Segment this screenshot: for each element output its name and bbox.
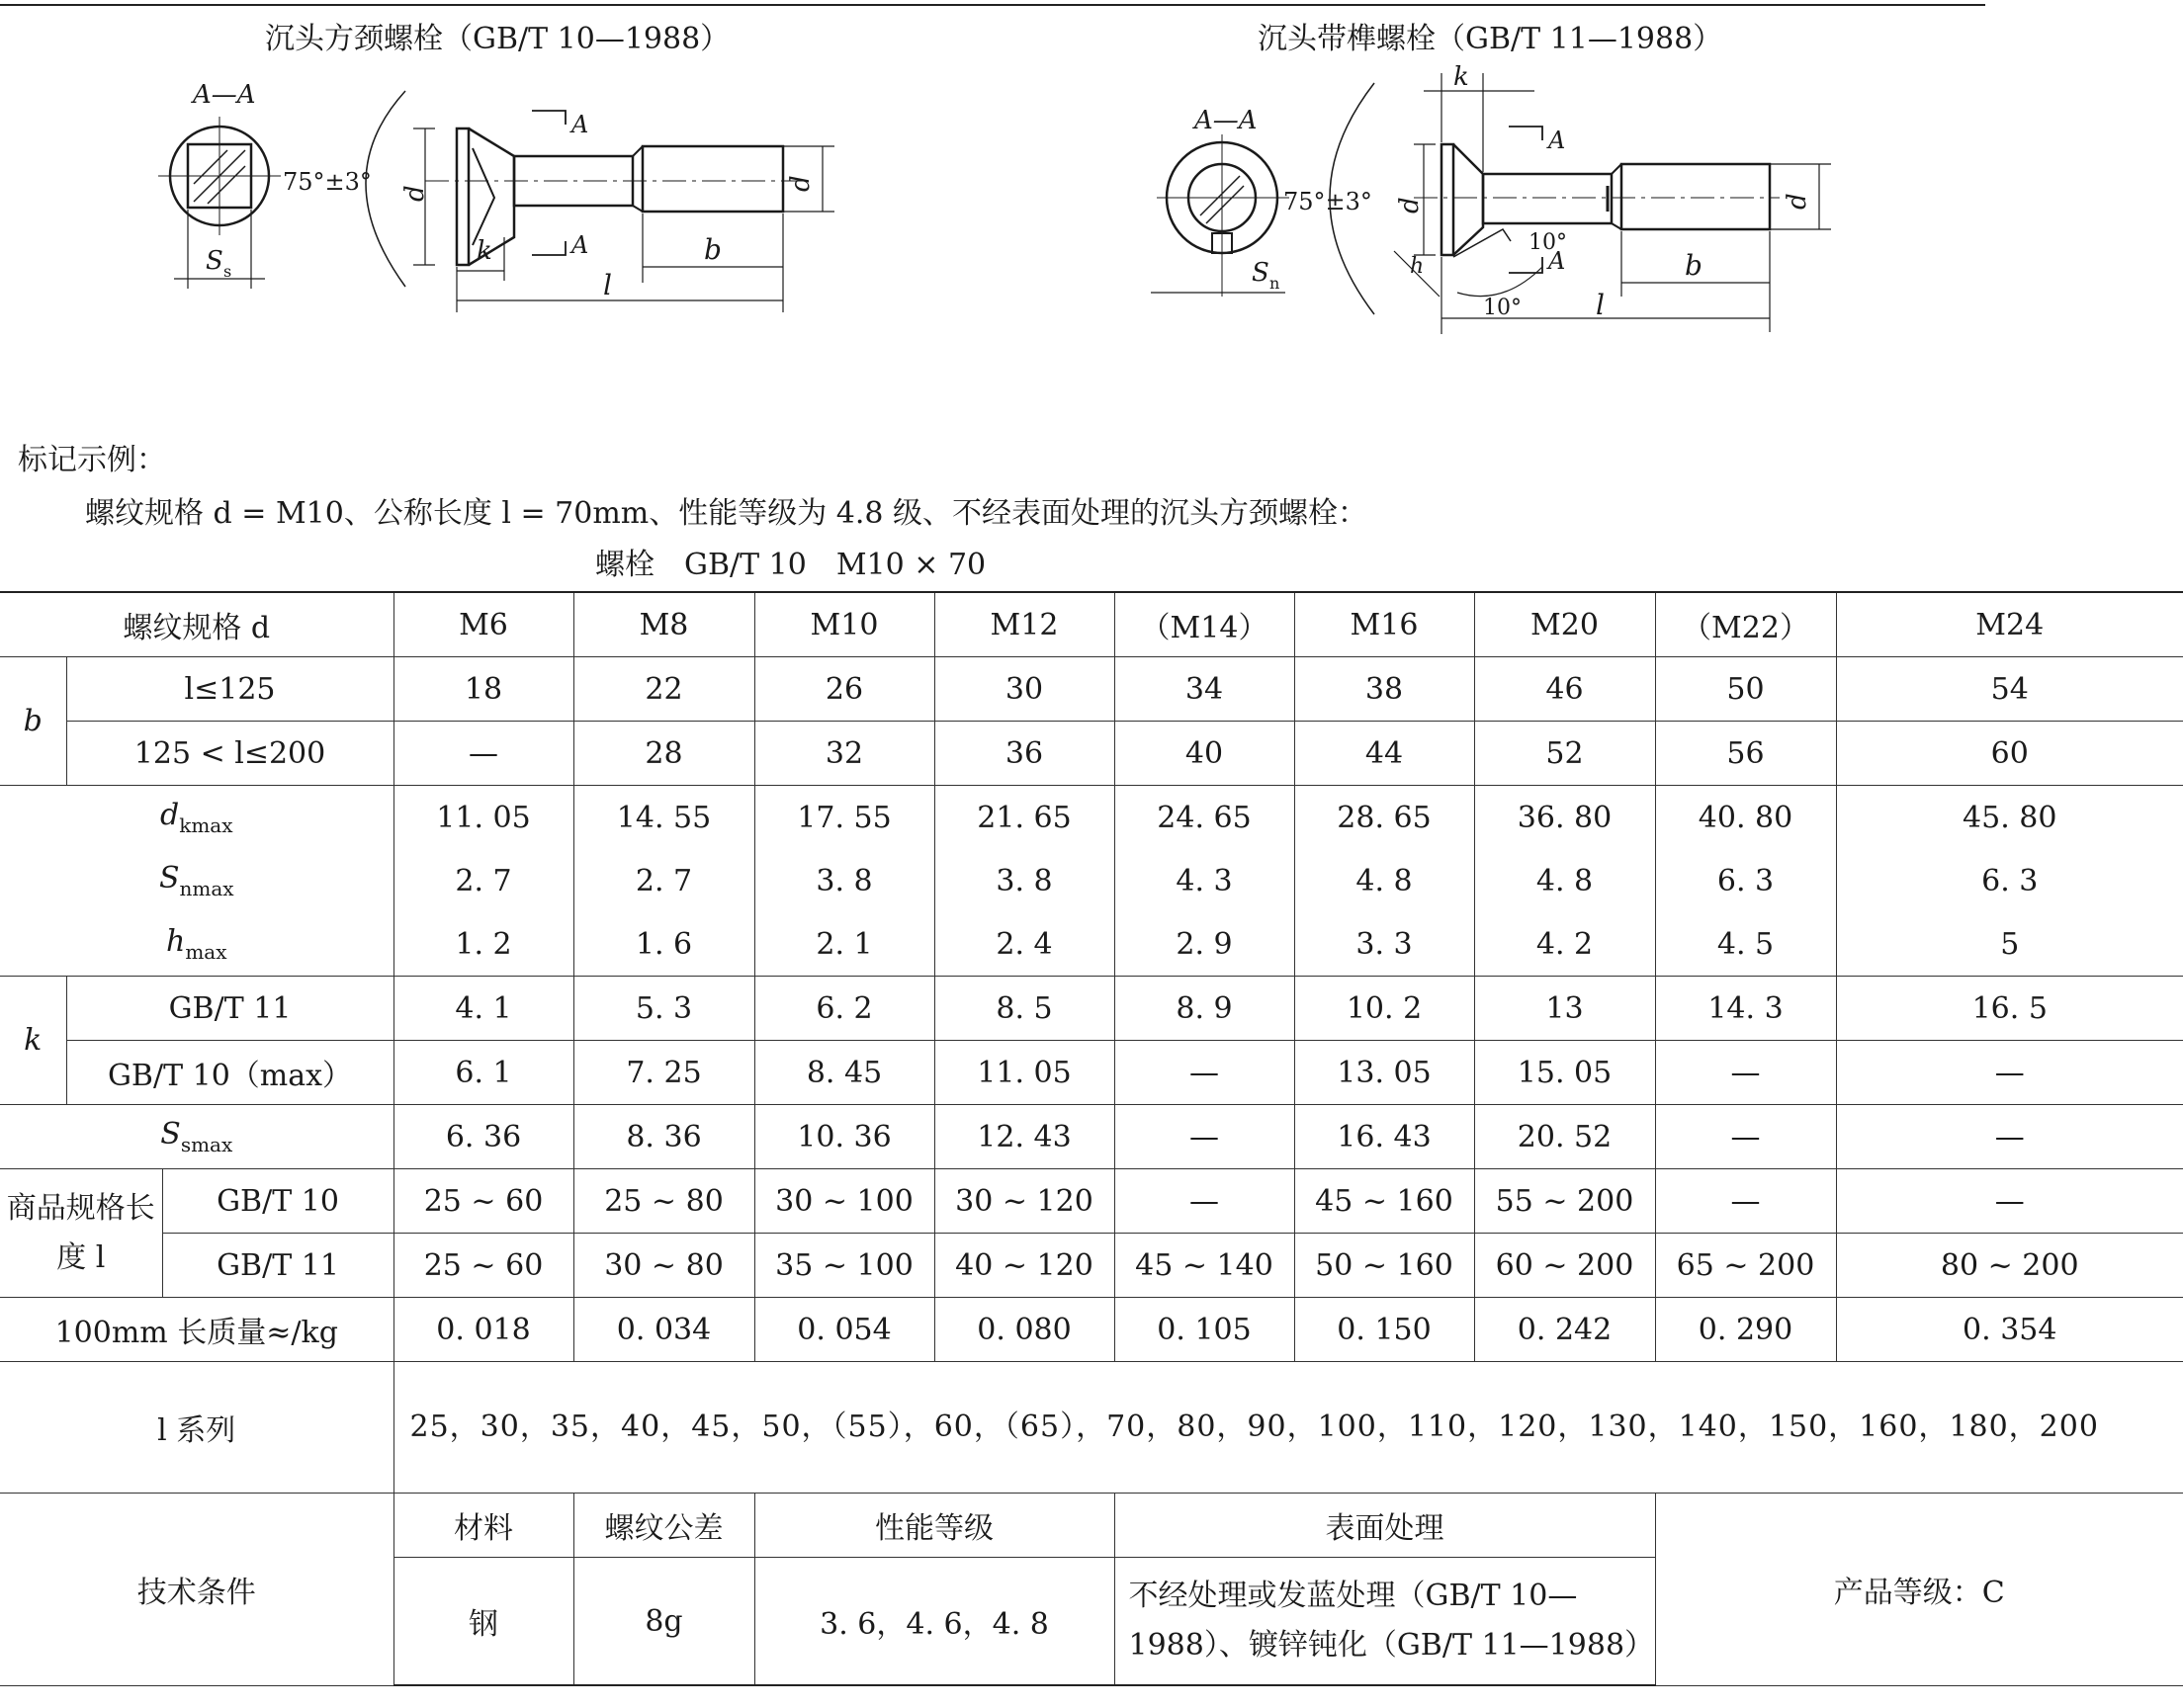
size-cell: M20 <box>1474 592 1655 657</box>
table-cell: 14. 3 <box>1655 977 1836 1041</box>
tech-label: 技术条件 <box>0 1494 393 1686</box>
table-cell: 30 ~ 120 <box>934 1169 1114 1234</box>
table-cell: 55 ~ 200 <box>1474 1169 1655 1234</box>
table-cell: 40 <box>1114 722 1294 786</box>
table-cell: 5. 3 <box>573 977 754 1041</box>
b-row-2 <box>0 722 2183 786</box>
size-cell: M6 <box>393 592 573 657</box>
table-cell: 22 <box>573 657 754 722</box>
ss-row <box>0 1105 2183 1169</box>
table-cell: 44 <box>1294 722 1474 786</box>
size-cell: M12 <box>934 592 1114 657</box>
table-cell: 25 ~ 60 <box>393 1169 573 1234</box>
table-cell: 34 <box>1114 657 1294 722</box>
tech-value: 3. 6，4. 6，4. 8 <box>754 1558 1114 1686</box>
table-cell: 2. 7 <box>393 849 573 912</box>
length-label: 商品规格长度 l <box>0 1169 162 1298</box>
b-row-1 <box>0 657 2183 722</box>
table-cell: 0. 105 <box>1114 1298 1294 1362</box>
table-cell: 0. 080 <box>934 1298 1114 1362</box>
gbt10-s-label: S <box>206 246 223 276</box>
table-cell: 3. 8 <box>754 849 934 912</box>
length-row-1-label: GB/T 10 <box>162 1169 393 1234</box>
header-label: 螺纹规格 d <box>0 592 393 657</box>
table-cell: 4. 8 <box>1294 849 1474 912</box>
svg-text:A: A <box>571 111 589 138</box>
table-cell: 26 <box>754 657 934 722</box>
table-cell: 60 ~ 200 <box>1474 1234 1655 1298</box>
table-cell: 3. 3 <box>1294 912 1474 977</box>
table-cell: 21. 65 <box>934 786 1114 850</box>
table-cell: 16. 5 <box>1836 977 2183 1041</box>
marking-example-code: 螺栓 GB/T 10 M10 × 70 <box>595 548 987 582</box>
k-row-1-label: GB/T 11 <box>66 977 393 1041</box>
table-cell: 2. 4 <box>934 912 1114 977</box>
table-cell: — <box>1114 1041 1294 1105</box>
table-cell: 56 <box>1655 722 1836 786</box>
table-cell: 0. 242 <box>1474 1298 1655 1362</box>
gbt11-h-label: h <box>1410 254 1425 279</box>
table-cell: 36. 80 <box>1474 786 1655 850</box>
table-cell: 16. 43 <box>1294 1105 1474 1169</box>
table-cell: 12. 43 <box>934 1105 1114 1169</box>
marking-example-text: 螺纹规格 d = M10、公称长度 l = 70mm、性能等级为 4.8 级、不经表面处理的沉头方颈螺栓： <box>85 496 1368 531</box>
gbt11-l-label: l <box>1596 289 1605 321</box>
gbt10-section-label: A—A <box>193 80 256 110</box>
svg-text:A: A <box>1548 127 1566 154</box>
table-cell: 3. 8 <box>934 849 1114 912</box>
tech-header: 螺纹公差 <box>573 1494 754 1558</box>
table-cell: 1. 2 <box>393 912 573 977</box>
tech-header-row <box>0 1494 2183 1558</box>
gbt11-k-label: k <box>1453 62 1469 92</box>
table-cell: 30 ~ 80 <box>573 1234 754 1298</box>
gbt10-section-view <box>158 80 281 289</box>
table-cell: 8. 5 <box>934 977 1114 1041</box>
k-row-2 <box>0 1041 2183 1105</box>
table-cell: 13 <box>1474 977 1655 1041</box>
length-row-2-label: GB/T 11 <box>162 1234 393 1298</box>
mass-label: 100mm 长质量≈/kg <box>0 1298 393 1362</box>
gbt10-b-label: b <box>704 233 722 266</box>
table-cell: 18 <box>393 657 573 722</box>
figure-title-gbt10: 沉头方颈螺栓（GB/T 10—1988） <box>265 22 731 56</box>
table-cell: 28 <box>573 722 754 786</box>
tech-header: 性能等级 <box>754 1494 1114 1558</box>
table-cell: 0. 034 <box>573 1298 754 1362</box>
table-cell: — <box>393 722 573 786</box>
table-cell: — <box>1836 1041 2183 1105</box>
bolt-drawings <box>0 0 1985 376</box>
tech-value: 钢 <box>393 1558 573 1686</box>
gbt11-b-label: b <box>1685 249 1703 282</box>
table-cell: 0. 018 <box>393 1298 573 1362</box>
k-label: k <box>0 977 66 1105</box>
table-cell: 20. 52 <box>1474 1105 1655 1169</box>
gbt10-l-label: l <box>603 269 612 301</box>
ss-label: $S_{smax}$ <box>0 1105 393 1169</box>
size-cell: M8 <box>573 592 754 657</box>
table-cell: 6. 3 <box>1655 849 1836 912</box>
table-cell: 52 <box>1474 722 1655 786</box>
dk-row <box>0 786 2183 850</box>
table-cell: 50 <box>1655 657 1836 722</box>
table-cell: — <box>1655 1169 1836 1234</box>
size-cell: M24 <box>1836 592 2183 657</box>
table-cell: 2. 1 <box>754 912 934 977</box>
table-cell: 30 <box>934 657 1114 722</box>
sn-label: $S_{nmax}$ <box>0 849 393 912</box>
table-cell: 54 <box>1836 657 2183 722</box>
table-cell: 80 ~ 200 <box>1836 1234 2183 1298</box>
table-cell: 45 ~ 160 <box>1294 1169 1474 1234</box>
marking-example-label: 标记示例： <box>18 443 166 477</box>
table-cell: 40 ~ 120 <box>934 1234 1114 1298</box>
table-cell: 13. 05 <box>1294 1041 1474 1105</box>
h-label: $h_{max}$ <box>0 912 393 977</box>
table-cell: 6. 3 <box>1836 849 2183 912</box>
table-cell: 8. 9 <box>1114 977 1294 1041</box>
b-label: b <box>0 657 66 786</box>
table-cell: 2. 7 <box>573 849 754 912</box>
table-cell: — <box>1836 1169 2183 1234</box>
length-row-1 <box>0 1169 2183 1234</box>
table-cell: 8. 45 <box>754 1041 934 1105</box>
header-row <box>0 592 2183 657</box>
table-cell: 46 <box>1474 657 1655 722</box>
table-cell: — <box>1114 1169 1294 1234</box>
size-cell: M10 <box>754 592 934 657</box>
l-series-label: l 系列 <box>0 1362 393 1494</box>
sn-row <box>0 849 2183 912</box>
dk-label: $d_{kmax}$ <box>0 786 393 850</box>
table-cell: 36 <box>934 722 1114 786</box>
table-cell: 11. 05 <box>934 1041 1114 1105</box>
table-cell: 6. 36 <box>393 1105 573 1169</box>
svg-text:s: s <box>223 262 232 281</box>
l-series-values: 25，30，35，40，45，50，（55），60，（65），70，80，90，100，110，120，130，140，150，160，180，200 <box>393 1362 2183 1494</box>
gbt11-d-label: d <box>1783 193 1812 210</box>
mass-row <box>0 1298 2183 1362</box>
gbt10-k-label: k <box>477 236 492 266</box>
gbt11-dk-label: d <box>1395 197 1425 214</box>
table-cell: — <box>1114 1105 1294 1169</box>
size-cell: （M22） <box>1655 592 1836 657</box>
gbt10-angle-label: 75°±3° <box>283 168 372 196</box>
gbt11-angle-label: 75°±3° <box>1283 188 1372 215</box>
tech-header: 表面处理 <box>1114 1494 1655 1558</box>
table-cell: 15. 05 <box>1474 1041 1655 1105</box>
table-cell: 6. 1 <box>393 1041 573 1105</box>
product-grade: 产品等级：C <box>1655 1494 2183 1686</box>
table-cell: — <box>1655 1041 1836 1105</box>
table-cell: 32 <box>754 722 934 786</box>
table-cell: 45. 80 <box>1836 786 2183 850</box>
size-cell: （M14） <box>1114 592 1294 657</box>
table-cell: 50 ~ 160 <box>1294 1234 1474 1298</box>
spec-table <box>0 591 2183 1686</box>
gbt11-side-view <box>1283 62 1831 334</box>
table-cell: 4. 5 <box>1655 912 1836 977</box>
gbt11-s-label: S <box>1252 258 1269 288</box>
gbt10-dk-label: d <box>400 185 430 202</box>
table-cell: 4. 1 <box>393 977 573 1041</box>
table-cell: 7. 25 <box>573 1041 754 1105</box>
table-cell: — <box>1655 1105 1836 1169</box>
tech-value: 8g <box>573 1558 754 1686</box>
svg-text:A: A <box>571 231 589 259</box>
table-cell: 25 ~ 80 <box>573 1169 754 1234</box>
svg-text:A: A <box>1548 247 1566 275</box>
table-cell: 4. 3 <box>1114 849 1294 912</box>
table-cell: 0. 354 <box>1836 1298 2183 1362</box>
table-cell: 17. 55 <box>754 786 934 850</box>
table-cell: — <box>1836 1105 2183 1169</box>
table-cell: 4. 8 <box>1474 849 1655 912</box>
b-row-1-label: l≤125 <box>66 657 393 722</box>
table-cell: 10. 36 <box>754 1105 934 1169</box>
table-cell: 1. 6 <box>573 912 754 977</box>
table-cell: 14. 55 <box>573 786 754 850</box>
k-row-1 <box>0 977 2183 1041</box>
figure-title-gbt11: 沉头带榫螺栓（GB/T 11—1988） <box>1258 22 1723 56</box>
length-row-2 <box>0 1234 2183 1298</box>
table-cell: 38 <box>1294 657 1474 722</box>
table-cell: 11. 05 <box>393 786 573 850</box>
table-cell: 45 ~ 140 <box>1114 1234 1294 1298</box>
table-cell: 24. 65 <box>1114 786 1294 850</box>
table-cell: 0. 054 <box>754 1298 934 1362</box>
gbt11-section-label: A—A <box>1194 106 1258 135</box>
table-cell: 65 ~ 200 <box>1655 1234 1836 1298</box>
table-cell: 60 <box>1836 722 2183 786</box>
gbt11-deg2-label: 10° <box>1483 296 1522 320</box>
table-cell: 6. 2 <box>754 977 934 1041</box>
tech-header: 材料 <box>393 1494 573 1558</box>
gbt10-side-view <box>283 91 834 312</box>
k-row-2-label: GB/T 10（max） <box>66 1041 393 1105</box>
table-cell: 40. 80 <box>1655 786 1836 850</box>
h-row <box>0 912 2183 977</box>
l-series-row <box>0 1362 2183 1494</box>
table-cell: 30 ~ 100 <box>754 1169 934 1234</box>
table-cell: 0. 290 <box>1655 1298 1836 1362</box>
table-cell: 8. 36 <box>573 1105 754 1169</box>
table-cell: 4. 2 <box>1474 912 1655 977</box>
tech-value-surface: 不经处理或发蓝处理（GB/T 10—1988）、镀锌钝化（GB/T 11—1988） <box>1114 1558 1655 1686</box>
gbt11-deg1-label: 10° <box>1528 230 1567 255</box>
table-cell: 2. 9 <box>1114 912 1294 977</box>
table-cell: 25 ~ 60 <box>393 1234 573 1298</box>
table-cell: 28. 65 <box>1294 786 1474 850</box>
gbt11-section-view <box>1151 106 1289 297</box>
table-cell: 10. 2 <box>1294 977 1474 1041</box>
size-cell: M16 <box>1294 592 1474 657</box>
b-row-2-label: 125 < l≤200 <box>66 722 393 786</box>
table-cell: 35 ~ 100 <box>754 1234 934 1298</box>
table-cell: 5 <box>1836 912 2183 977</box>
gbt10-d-label: d <box>786 175 816 192</box>
svg-text:n: n <box>1269 274 1280 293</box>
table-cell: 0. 150 <box>1294 1298 1474 1362</box>
